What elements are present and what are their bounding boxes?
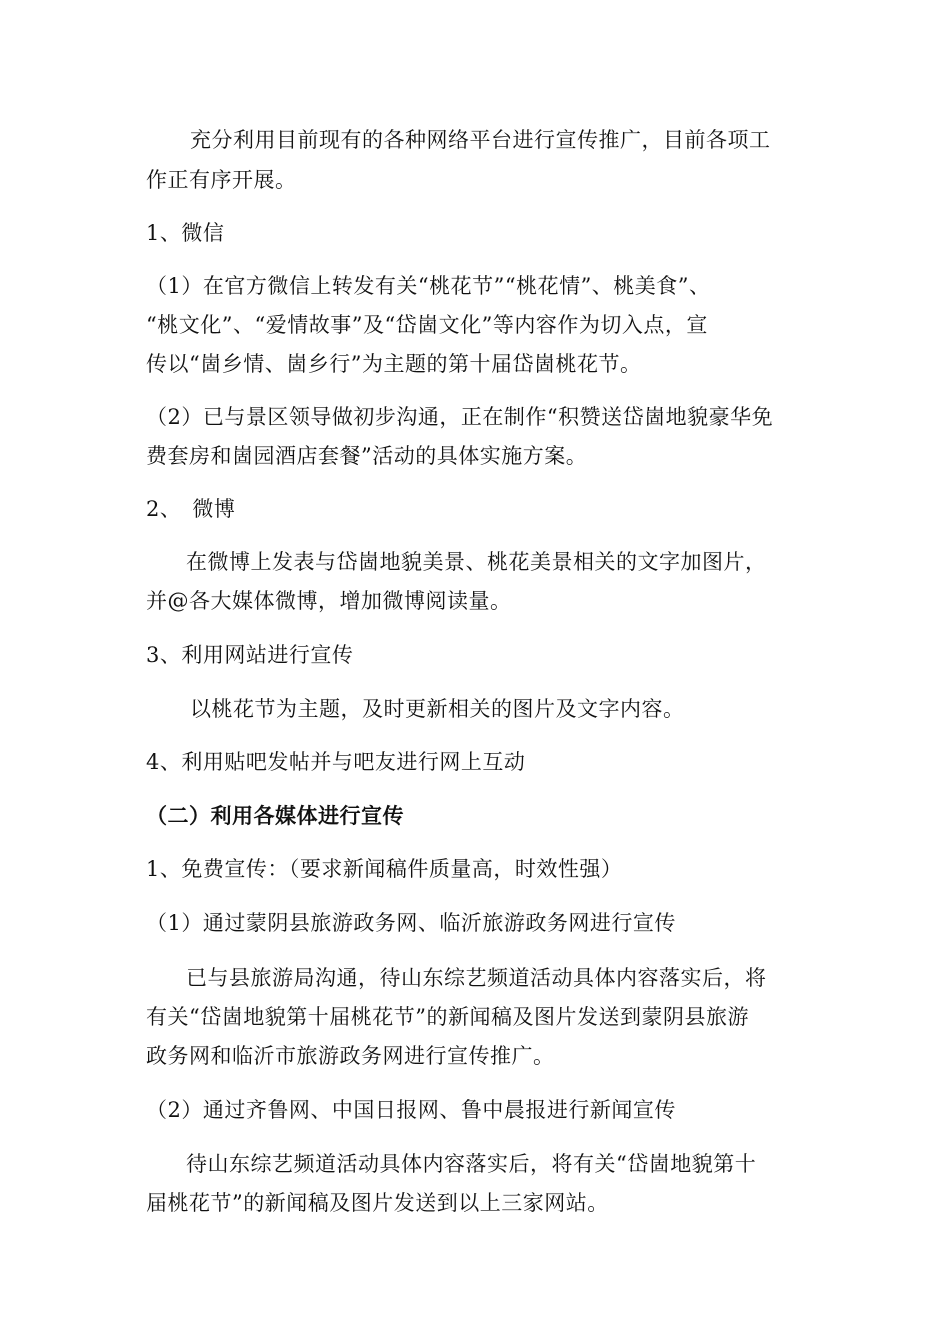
- free-sub1-line-2: 有关“岱崮地貌第十届桃花节”的新闻稿及图片发送到蒙阴县旅游: [146, 1005, 749, 1029]
- free-sub2-line-1: 待山东综艺频道活动具体内容落实后，将有关“岱崮地貌第十: [186, 1152, 757, 1176]
- wechat-sub1-line-3: 传以“崮乡情、崮乡行”为主题的第十届岱崮桃花节。: [146, 352, 642, 376]
- heading-weibo: 2、 微博: [146, 497, 236, 521]
- free-sub2-heading: （2）通过齐鲁网、中国日报网、鲁中晨报进行新闻宣传: [146, 1098, 676, 1122]
- section-heading-media: （二）利用各媒体进行宣传: [146, 803, 404, 828]
- wechat-sub2-line-1: （2）已与景区领导做初步沟通，正在制作“积赞送岱崮地貌豪华免: [146, 405, 774, 429]
- wechat-sub2-line-2: 费套房和崮园酒店套餐”活动的具体实施方案。: [146, 444, 588, 468]
- website-line-1: 以桃花节为主题，及时更新相关的图片及文字内容。: [190, 697, 685, 721]
- intro-line-1: 充分利用目前现有的各种网络平台进行宣传推广，目前各项工: [190, 128, 771, 152]
- heading-website: 3、利用网站进行宣传: [146, 643, 354, 667]
- intro-line-2: 作正有序开展。: [146, 168, 297, 192]
- wechat-sub1-line-1: （1）在官方微信上转发有关“桃花节”“桃花情”、桃美食”、: [146, 274, 711, 298]
- heading-wechat: 1、微信: [146, 221, 225, 245]
- weibo-line-2: 并@各大媒体微博，增加微博阅读量。: [146, 589, 512, 613]
- wechat-sub1-line-2: “桃文化”、“爱情故事”及“岱崮文化”等内容作为切入点，宣: [146, 313, 708, 337]
- heading-free-promotion: 1、免费宣传：（要求新闻稿件质量高，时效性强）: [146, 857, 623, 881]
- weibo-line-1: 在微博上发表与岱崮地貌美景、桃花美景相关的文字加图片，: [186, 550, 767, 574]
- free-sub1-line-3: 政务网和临沂市旅游政务网进行宣传推广。: [146, 1044, 555, 1068]
- heading-tieba: 4、利用贴吧发帖并与吧友进行网上互动: [146, 750, 526, 774]
- free-sub1-heading: （1）通过蒙阴县旅游政务网、临沂旅游政务网进行宣传: [146, 911, 676, 935]
- free-sub2-line-2: 届桃花节”的新闻稿及图片发送到以上三家网站。: [146, 1191, 609, 1215]
- free-sub1-line-1: 已与县旅游局沟通，待山东综艺频道活动具体内容落实后，将: [186, 966, 767, 990]
